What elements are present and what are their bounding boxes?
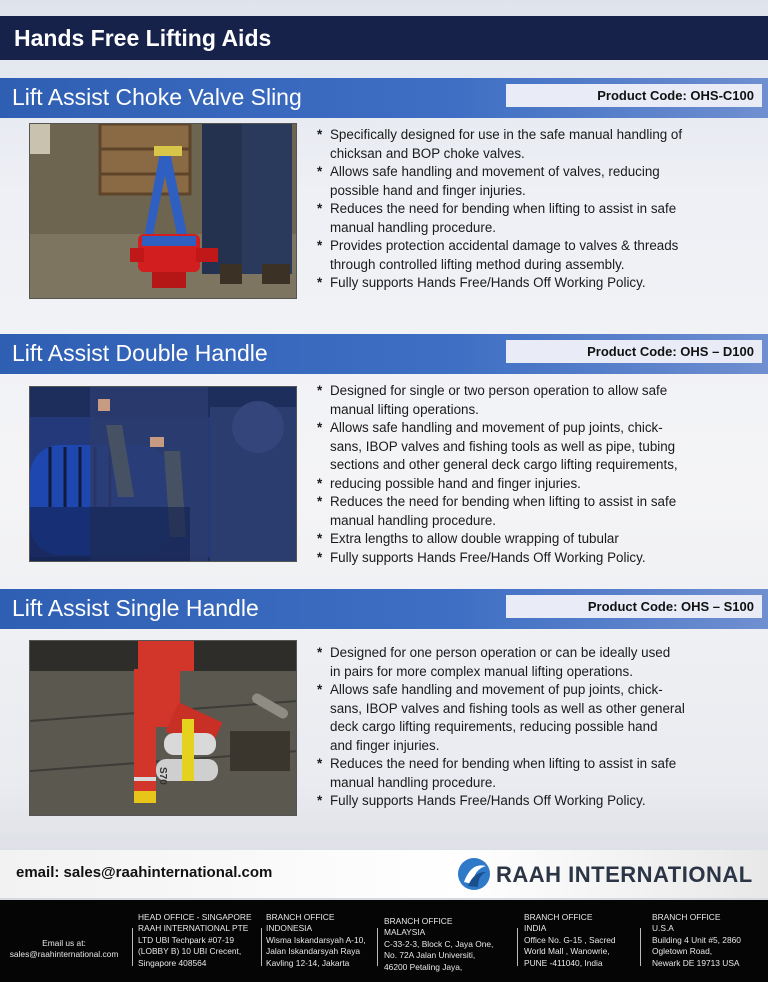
- double-handle-features: [316, 382, 736, 567]
- page-title: Hands Free Lifting Aids: [0, 16, 768, 60]
- divider: [640, 928, 641, 966]
- office-line: C-33-2-3, Block C, Jaya One,: [384, 938, 494, 949]
- footer-email-label: Email us at:: [42, 938, 86, 948]
- list-item: [316, 219, 736, 238]
- office-line: Newark DE 19713 USA: [652, 957, 740, 968]
- office-singapore: [138, 912, 252, 969]
- list-item: * Allows safe handling and movement of pup joints, chick-: [316, 419, 736, 438]
- footer-email-block: [0, 938, 128, 961]
- section-header-double-handle: [0, 334, 768, 374]
- list-item: * Provides protection accidental damage to valves & threads: [316, 237, 736, 256]
- product-code: Product Code: OHS – S100: [506, 595, 762, 618]
- list-item: * Allows safe handling and movement of valves, reducing: [316, 163, 736, 182]
- list-item: [316, 401, 736, 420]
- section-title: Lift Assist Single Handle: [12, 595, 259, 621]
- footer: [0, 900, 768, 982]
- office-line: LTD UBI Techpark #07-19: [138, 934, 235, 945]
- office-line: Building 4 Unit #5, 2860: [652, 934, 741, 945]
- list-item-text: and finger injuries.: [330, 737, 440, 753]
- list-item-text: deck cargo lifting requirements, reducing possible hand: [330, 719, 658, 734]
- product-code: Product Code: OHS-C100: [506, 84, 762, 107]
- list-item: * Designed for one person operation or can be ideally used: [316, 644, 736, 663]
- office-malaysia: [384, 916, 493, 973]
- single-handle-features: [316, 644, 736, 811]
- list-item: [316, 182, 736, 201]
- list-item: * Extra lengths to allow double wrapping of tubular: [316, 530, 736, 549]
- list-item: [316, 737, 736, 756]
- office-line: (LOBBY B) 10 UBI Crecent,: [138, 946, 242, 957]
- list-item: [316, 145, 736, 164]
- office-line: BRANCH OFFICE: [524, 912, 593, 922]
- choke-valve-sling-features: [316, 126, 736, 293]
- list-item: * Fully supports Hands Free/Hands Off Working Policy.: [316, 792, 736, 811]
- section-header-choke-valve-sling: [0, 78, 768, 118]
- divider: [132, 928, 133, 966]
- office-line: RAAH INTERNATIONAL PTE: [138, 923, 249, 934]
- list-item-text: manual lifting operations.: [330, 401, 479, 417]
- list-item: [316, 700, 736, 719]
- list-item-text: in pairs for more complex manual lifting operations.: [330, 663, 633, 679]
- product-code: Product Code: OHS – D100: [506, 340, 762, 363]
- list-item: * Fully supports Hands Free/Hands Off Working Policy.: [316, 549, 736, 568]
- list-item: [316, 456, 736, 475]
- office-line: Wisma Iskandarsyah A-10,: [266, 934, 366, 945]
- section-title: Lift Assist Double Handle: [12, 340, 268, 366]
- office-indonesia: [266, 912, 366, 969]
- raah-logo-icon: [456, 856, 492, 892]
- office-line: MALAYSIA: [384, 927, 426, 938]
- list-item: [316, 438, 736, 457]
- section-header-single-handle: [0, 589, 768, 629]
- office-line: BRANCH OFFICE: [266, 912, 335, 922]
- company-logo: [456, 856, 762, 892]
- list-item: [316, 663, 736, 682]
- office-line: World Mall , Wanowrie,: [524, 946, 610, 957]
- office-line: Kavling 12-14, Jakarta: [266, 957, 350, 968]
- office-india: [524, 912, 616, 969]
- list-item-text: sans, IBOP valves and fishing tools as well as pipe, tubing: [330, 438, 676, 454]
- list-item-text: manual handling procedure.: [330, 512, 497, 528]
- list-item: * Specifically designed for use in the safe manual handling of: [316, 126, 736, 145]
- email-link[interactable]: email: sales@raahinternational.com: [16, 864, 273, 881]
- office-line: Office No. G-15 , Sacred: [524, 934, 616, 945]
- list-item-text: chicksan and BOP choke valves.: [330, 145, 525, 161]
- office-line: HEAD OFFICE - SINGAPORE: [138, 912, 252, 922]
- list-item: * Designed for single or two person operation to allow safe: [316, 382, 736, 401]
- office-line: INDONESIA: [266, 923, 313, 934]
- office-line: U.S.A: [652, 923, 674, 934]
- logo-text: RAAH INTERNATIONAL: [496, 862, 753, 887]
- office-line: PUNE -411040, India: [524, 957, 603, 968]
- divider: [377, 928, 378, 966]
- footer-email[interactable]: sales@raahinternational.com: [9, 949, 119, 960]
- pipe-label: S70: [157, 767, 168, 785]
- office-line: BRANCH OFFICE: [652, 912, 721, 922]
- single-handle-photo: [29, 640, 297, 816]
- list-item: [316, 512, 736, 531]
- list-item: * reducing possible hand and finger injuries.: [316, 475, 736, 494]
- list-item: * Reduces the need for bending when lifting to assist in safe: [316, 493, 736, 512]
- divider: [517, 928, 518, 966]
- list-item: [316, 256, 736, 275]
- list-item-text: sections and other general deck cargo lifting requirements,: [330, 457, 678, 472]
- list-item: * Reduces the need for bending when lifting to assist in safe: [316, 755, 736, 774]
- list-item-text: manual handling procedure.: [330, 774, 497, 790]
- list-item: * Reduces the need for bending when lifting to assist in safe: [316, 200, 736, 219]
- list-item: * Fully supports Hands Free/Hands Off Working Policy.: [316, 274, 736, 293]
- list-item-text: sans, IBOP valves and fishing tools as well as other general: [330, 700, 685, 716]
- office-line: INDIA: [524, 923, 547, 934]
- office-usa: [652, 912, 741, 969]
- office-line: No. 72A Jalan Universiti,: [384, 950, 476, 961]
- email-bar: [0, 850, 768, 898]
- double-handle-photo: [29, 386, 297, 562]
- list-item: * Allows safe handling and movement of pup joints, chick-: [316, 681, 736, 700]
- office-line: Singapore 408564: [138, 957, 207, 968]
- divider: [261, 928, 262, 966]
- list-item-text: possible hand and finger injuries.: [330, 182, 526, 198]
- list-item: [316, 718, 736, 737]
- list-item-text: through controlled lifting method during assembly.: [330, 256, 625, 272]
- office-line: Ogletown Road,: [652, 946, 713, 957]
- list-item-text: manual handling procedure.: [330, 219, 497, 235]
- list-item: [316, 774, 736, 793]
- office-line: 46200 Petaling Jaya,: [384, 961, 463, 972]
- office-line: BRANCH OFFICE: [384, 916, 453, 926]
- section-title: Lift Assist Choke Valve Sling: [12, 84, 302, 110]
- choke-valve-sling-photo: [29, 123, 297, 299]
- office-line: Jalan Iskandarsyah Raya: [266, 946, 361, 957]
